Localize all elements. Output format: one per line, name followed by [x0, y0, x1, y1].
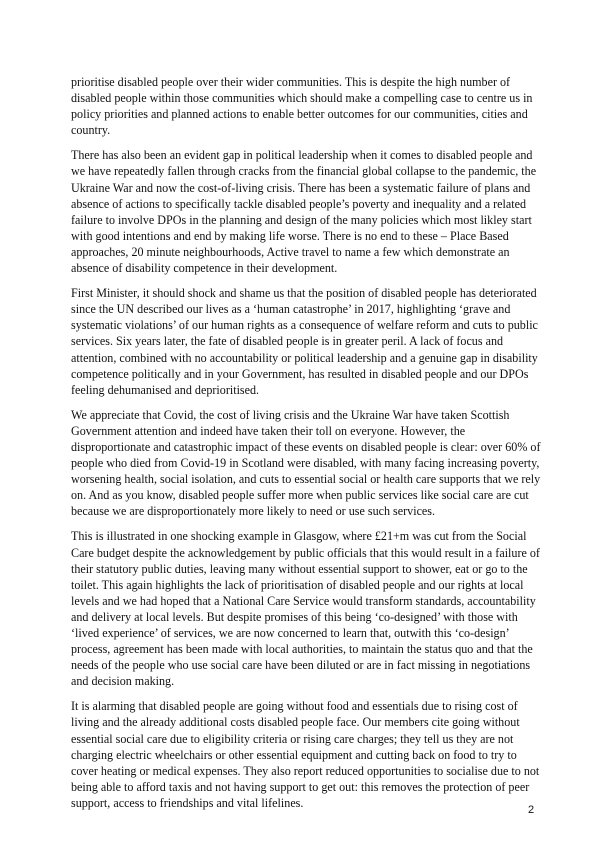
- body-text: [71, 74, 541, 820]
- paragraph-6: It is alarming that disabled people are going without food and essentials due to rising cost of living and the already additional costs disabled people face. Our members cite going without essential social care due to eligibility criteria or rising care charges; they tell us they are not charging electric wheelchairs or other essential equipment and cutting back on food to try to cover heating or medical expenses. They also report reduced opportunities to socialise due to not being able to afford taxis and not having support to get out: this removes the protection of peer support, access to friendships and vital lifelines.: [71, 699, 540, 810]
- paragraph-4: We appreciate that Covid, the cost of living crisis and the Ukraine War have taken Scottish Government attention and indeed have taken their toll on everyone. However, the disproportionate and catastrophic impact of these events on disabled people is clear: over 60% of people who died from Covid-19 in Scotland were disabled, with many facing increasing poverty, worsening health, social isolation, and cuts to essential social or health care supports that we rely on. And as you know, disabled people suffer more when public services like social care are cut because we are disproportionately more likely to need or use such services.: [71, 407, 541, 519]
- paragraph-5: This is illustrated in one shocking example in Glasgow, where £21+m was cut from the Social Care budget despite the acknowledgement by public officials that this would result in a failure of their statutory public duties, leaving many without essential support to shower, eat or go to the toilet. This again highlights the lack of prioritisation of disabled people and our rights at local levels and we had hoped that a National Care Service would transform standards, accountability and delivery at local levels. But despite promises of this being ‘co-designed’ with those with ‘lived experience’ of services, we are now concerned to learn that, outwith this ‘co-design’ process, agreement has been made with local authorities, to maintain the status quo and that the needs of the people who use social care have been diluted or are in fact missing in negotiations and decision making.: [71, 529, 540, 689]
- paragraph-1: prioritise disabled people over their wider communities. This is despite the high number of disabled people within those communities which should make a compelling case to centre us in policy priorities and planned actions to enable better outcomes for our communities, cities and country.: [71, 75, 533, 138]
- page-number: 2: [528, 804, 535, 816]
- paragraph-3: First Minister, it should shock and shame us that the position of disabled people has deteriorated since the UN described our lives as a ‘human catastrophe’ in 2017, highlighting ‘grave and systematic violations’ of our human rights as a consequence of welfare reform and cuts to public services. Six years later, the fate of disabled people is in greater peril. A lack of focus and attention, combined with no accountability or political leadership and a genuine gap in disability competence politically and in your Government, has resulted in disabled people and our DPOs feeling dehumanised and deprioritised.: [71, 286, 538, 397]
- paragraph-2: There has also been an evident gap in political leadership when it comes to disabled people and we have repeatedly fallen through cracks from the financial global collapse to the pandemic, the Ukraine War and now the cost-of-living crisis. There has been a systematic failure of plans and absence of actions to specifically tackle disabled people’s poverty and inequality and a related failure to involve DPOs in the planning and design of the many policies which most likley start with good intentions and end by making life worse. There is no end to these – Place Based approaches, 20 minute neighbourhoods, Active travel to name a few which demonstrate an absence of disability competence in their development.: [71, 148, 537, 276]
